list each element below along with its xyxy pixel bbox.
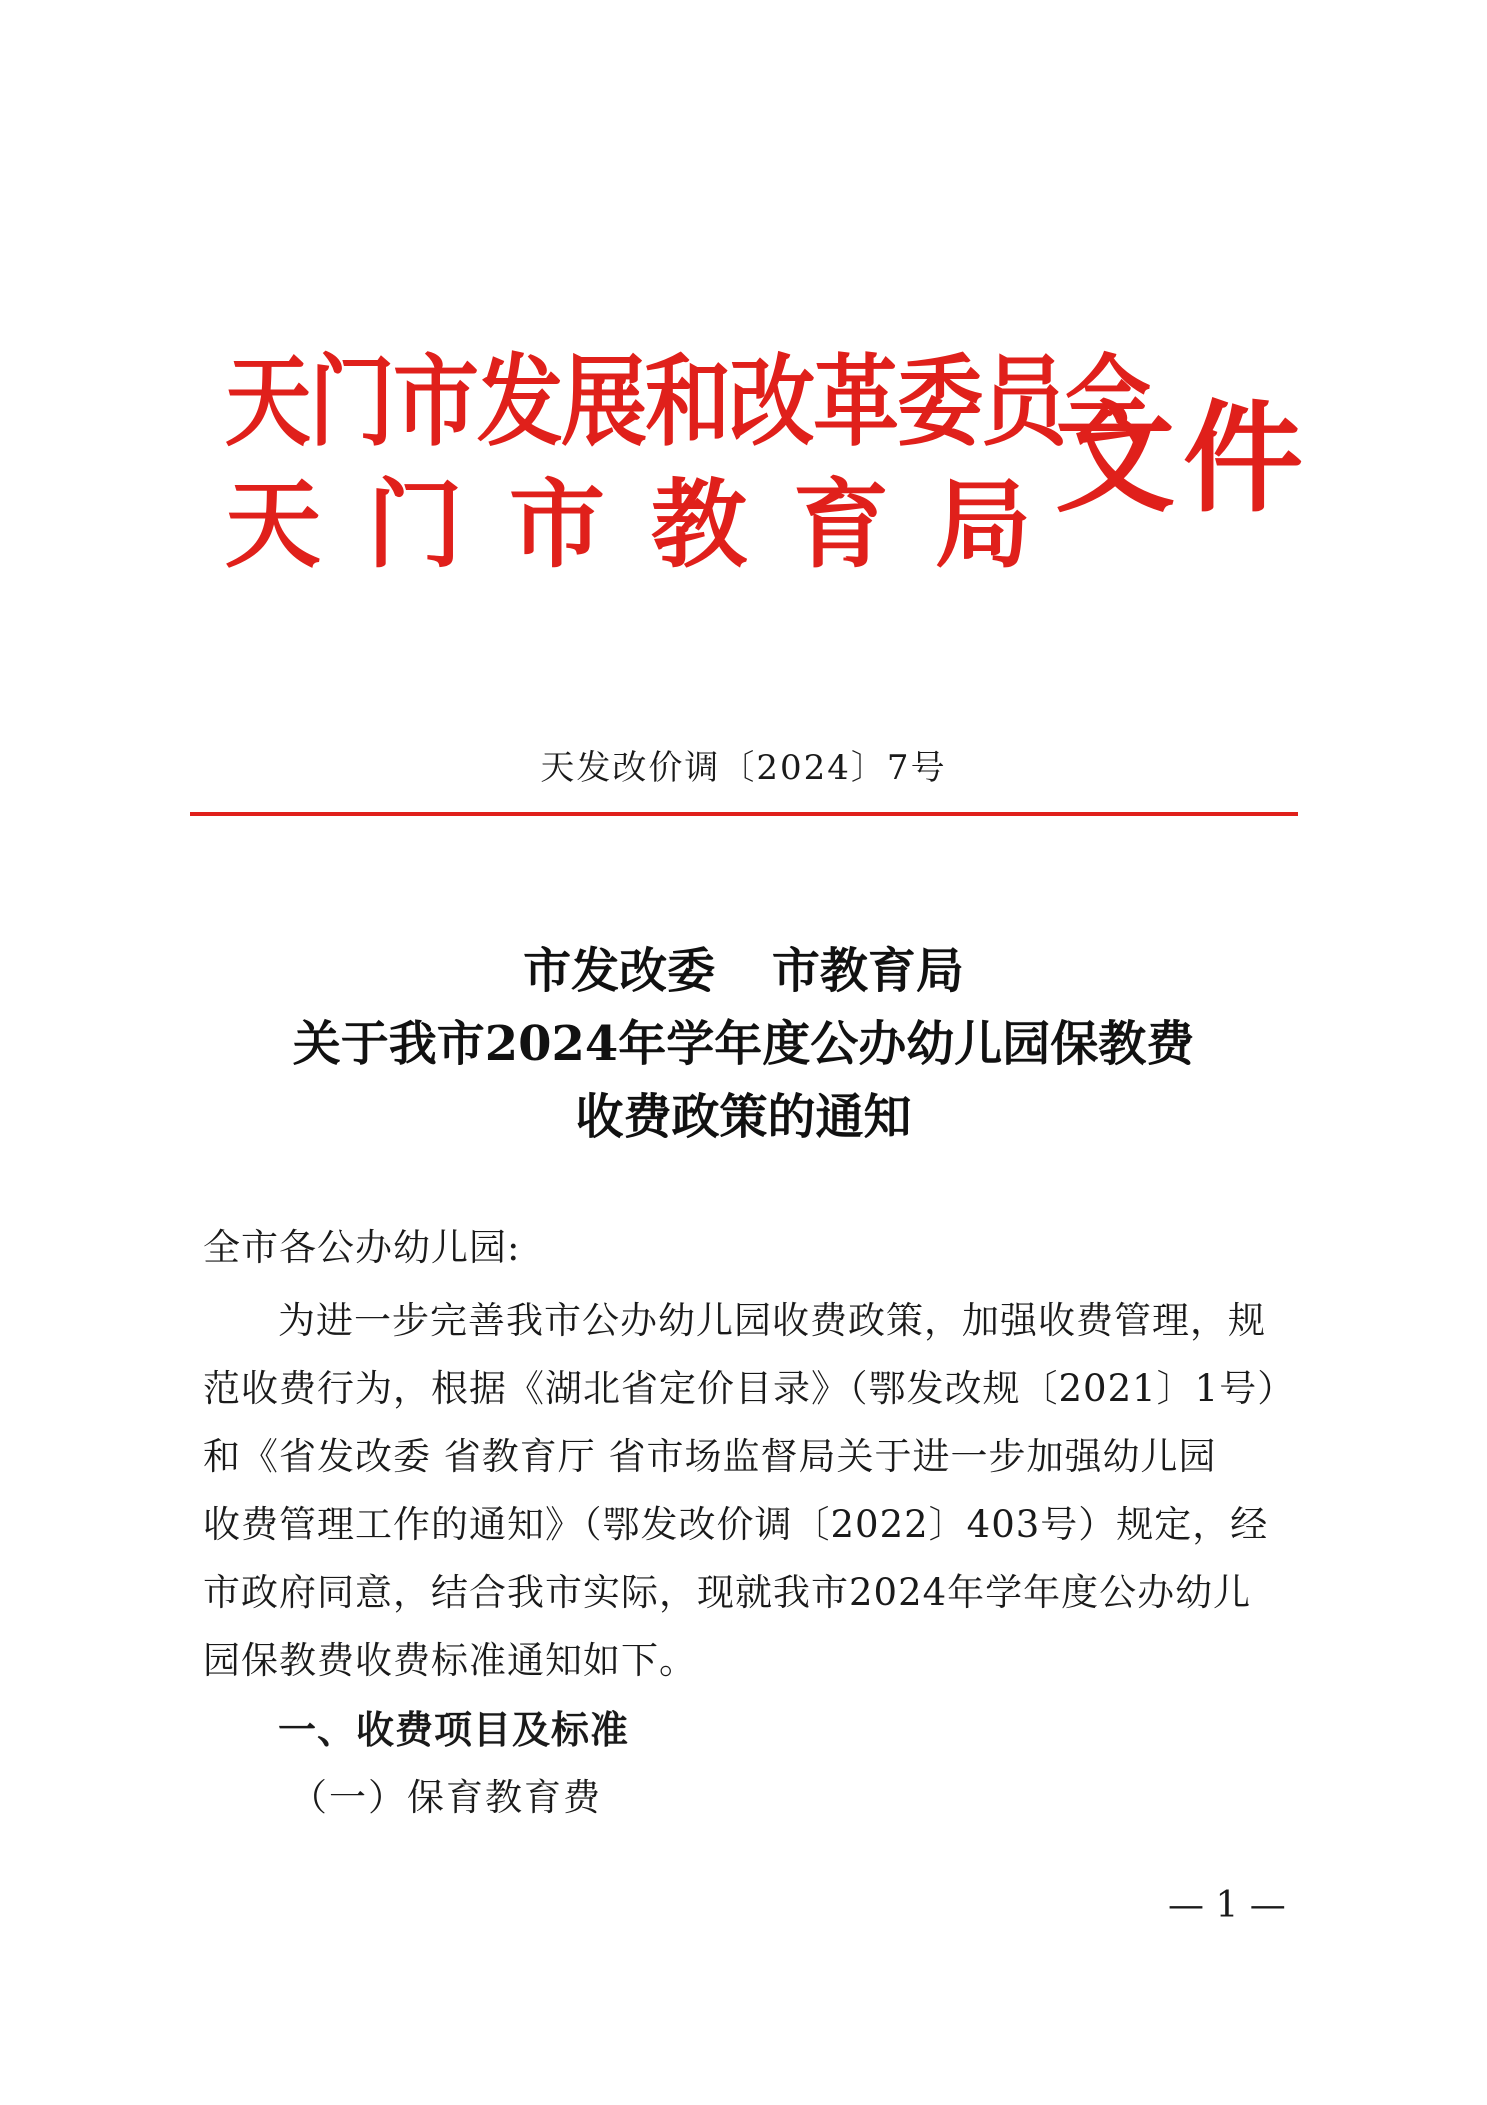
body-line-6: 园保教费收费标准通知如下。 [203, 1639, 697, 1682]
section-heading: 一、收费项目及标准 [278, 1707, 630, 1752]
red-letterhead [225, 335, 1311, 595]
body-line-3: 和《省发改委 省教育厅 省市场监督局关于进一步加强幼儿园 [203, 1435, 1217, 1478]
issuer-line-1: 天门市发展和改革委员会 [225, 345, 1149, 460]
sub-heading: （一）保育教育费 [290, 1776, 602, 1819]
title-line-3: 收费政策的通知 [575, 1089, 912, 1145]
title-line-2: 关于我市2024年学年度公办幼儿园保教费 [292, 1016, 1195, 1072]
title-line-1: 市发改委 市教育局 [523, 943, 964, 999]
letterhead-suffix: 文件 [1055, 390, 1311, 529]
red-divider [190, 812, 1298, 816]
body-line-2: 范收费行为，根据《湖北省定价目录》（鄂发改规〔2021〕1号） [203, 1367, 1296, 1410]
issuer-line-2: 天门市教育局 [225, 469, 1077, 581]
body-line-1: 为进一步完善我市公办幼儿园收费政策，加强收费管理，规 [278, 1299, 1266, 1342]
page-number: — 1 — [1168, 1885, 1286, 1926]
body-line-4: 收费管理工作的通知》（鄂发改价调〔2022〕403号）规定，经 [203, 1503, 1269, 1546]
salutation: 全市各公办幼儿园: [203, 1226, 521, 1269]
body-line-5: 市政府同意，结合我市实际，现就我市2024年学年度公办幼儿 [203, 1571, 1252, 1614]
document-number: 天发改价调〔2024〕7号 [540, 748, 947, 788]
